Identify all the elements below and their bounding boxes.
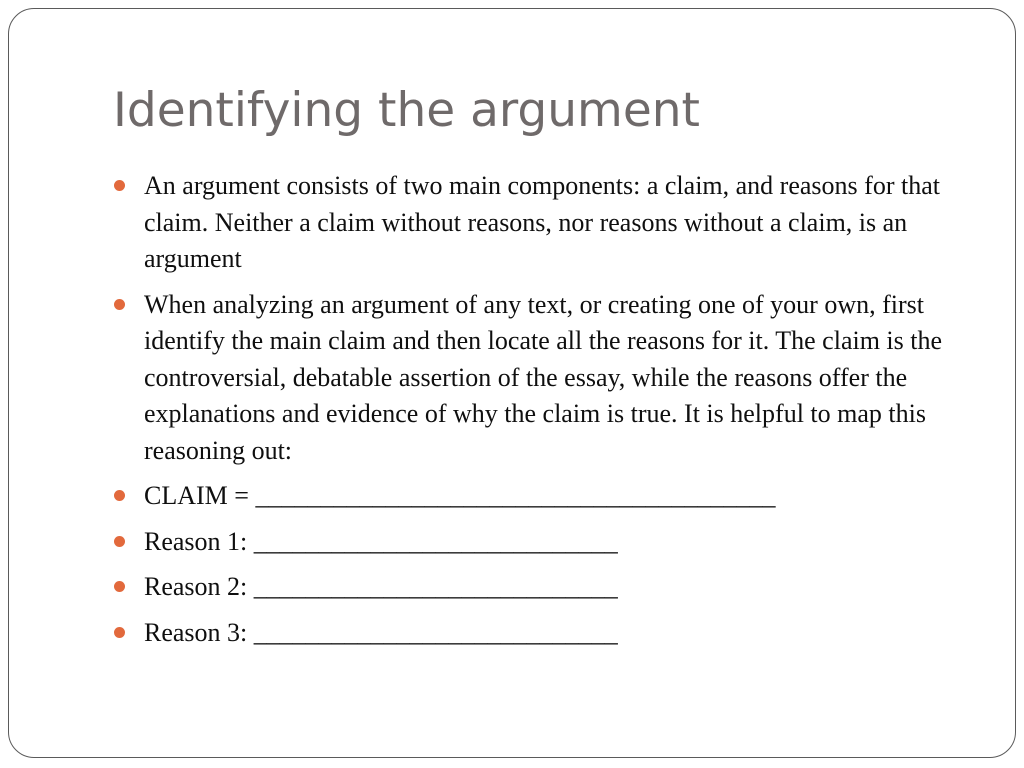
bullet-analysis bbox=[113, 287, 983, 470]
bullet-dot-icon bbox=[114, 180, 125, 191]
bullet-text: An argument consists of two main components: a claim, and reasons for that claim. Neither a claim without reasons, nor reasons without a claim, is an argument bbox=[144, 171, 940, 273]
reason-3-blank-line: Reason 3: ____________________________ bbox=[144, 617, 618, 647]
reason-1-blank-line: Reason 1: ____________________________ bbox=[144, 526, 618, 556]
bullet-dot-icon bbox=[114, 627, 125, 638]
bullet-claim-blank bbox=[113, 478, 983, 515]
reason-2-blank-line: Reason 2: ____________________________ bbox=[144, 572, 618, 601]
bullet-reason-1-blank bbox=[113, 524, 983, 561]
slide-title: Identifying the argument bbox=[113, 83, 700, 138]
bullet-text: When analyzing an argument of any text, or creating one of your own, first identify the main claim and then locate all the reasons for it. The claim is the controversial, debatable assertion of the essay, while the reasons offer the explanations and evidence of why the claim is true. It is helpful to map this reasoning out: bbox=[144, 289, 943, 465]
bullet-reason-3-blank bbox=[113, 615, 983, 652]
claim-blank-line: CLAIM = ________________________________________ bbox=[144, 481, 776, 510]
bullet-dot-icon bbox=[114, 536, 125, 547]
bullet-definition bbox=[113, 168, 983, 278]
bullet-dot-icon bbox=[114, 299, 125, 310]
bullet-dot-icon bbox=[114, 490, 125, 501]
bullet-dot-icon bbox=[114, 581, 125, 592]
bullet-reason-2-blank bbox=[113, 569, 983, 606]
bullet-list bbox=[113, 168, 983, 651]
